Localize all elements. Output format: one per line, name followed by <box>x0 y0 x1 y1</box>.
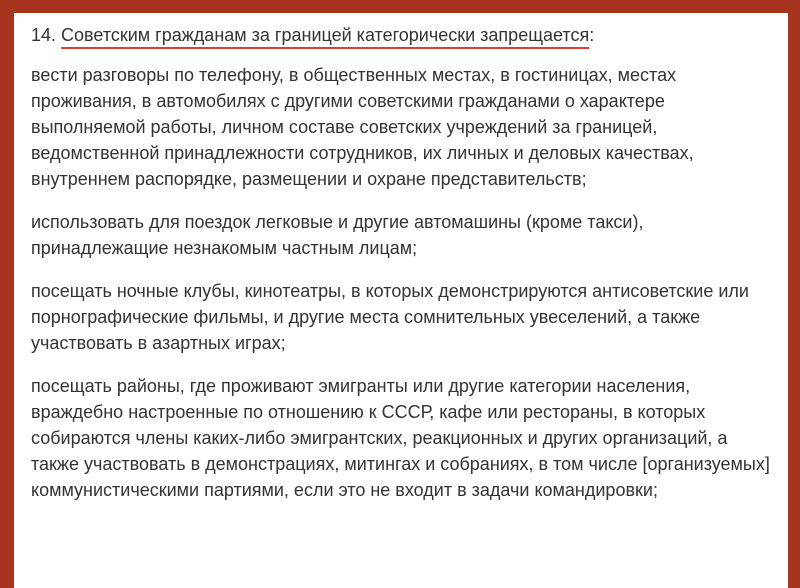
paragraph-phone-conversations: вести разговоры по телефону, в общественных местах, в гостиницах, местах проживания, в автомобилях с другими советскими гражданами о характере выполняемой работы, личном составе советских учреждений за границей, ведомственной принадлежности сотрудников, их личных и деловых качествах, внутреннем распорядке, размещении и охране представительств; <box>31 65 694 189</box>
section-number: 14. <box>31 25 57 45</box>
paragraph-nightclubs: посещать ночные клубы, кинотеатры, в которых демонстрируются антисоветские или порнографические фильмы, и другие места сомнительных увеселений, а также участвовать в азартных играх; <box>31 281 749 353</box>
paragraph-emigrant-districts: посещать районы, где проживают эмигранты или другие категории населения, враждебно настроенные по отношению к СССР, кафе или рестораны, в которых собираются члены каких-либо эмигрантских, реакционных и других организаций, а также участвовать в демонстрациях, митингах и собраниях, в том числе [организуемых] коммунистическими партиями, если это не входит в задачи командировки; <box>31 376 770 500</box>
section-colon: : <box>589 25 595 45</box>
paragraph-private-cars: использовать для поездок легковые и другие автомашины (кроме такси), принадлежащие незнакомым частным лицам; <box>31 212 644 258</box>
section-title: Советским гражданам за границей категорически запрещается <box>61 25 590 45</box>
section-heading <box>31 22 772 48</box>
document-page <box>14 13 788 588</box>
